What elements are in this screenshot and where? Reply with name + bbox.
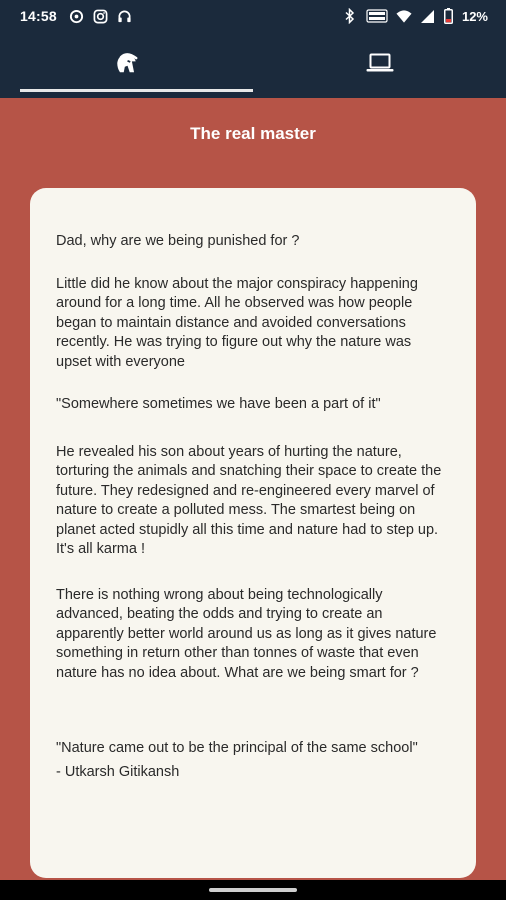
story-paragraph: He revealed his son about years of hurting the nature, torturing the animals and snatching their space to create the future. They redesigned and re-engineered every marvel of nature to create a polluted mess. The smartest being on planet acted stupidly all this time and nature had to step up. It's all karma ! <box>56 443 442 557</box>
story-quote: "Somewhere sometimes we have been a part of it" <box>56 396 381 412</box>
tab-bar <box>0 32 506 98</box>
spartan-helmet-icon <box>114 50 140 81</box>
battery-icon <box>444 8 454 24</box>
laptop-icon <box>365 52 395 79</box>
story-card <box>30 188 476 878</box>
sync-icon <box>69 8 85 24</box>
story-paragraph: Little did he know about the major conspiracy happening around for a long time. All he observed was how people began to maintain distance and avoided conversations recently. He was trying to figure out why the nature was upset with everyone <box>56 275 418 370</box>
system-nav-bar <box>0 880 506 900</box>
signal-icon <box>420 8 436 24</box>
page-title: The real master <box>190 124 316 143</box>
wifi-icon <box>396 8 412 24</box>
headset-icon <box>117 8 133 24</box>
home-gesture-handle[interactable] <box>209 888 297 892</box>
status-bar <box>0 0 506 32</box>
volte-icon <box>366 8 388 24</box>
status-left <box>20 8 133 24</box>
tab-stories[interactable] <box>0 32 253 98</box>
tab-selected-indicator <box>20 89 253 92</box>
story-paragraph: There is nothing wrong about being technologically advanced, beating the odds and trying to create an apparently better world around us as long as it gives nature something in return other than tonnes of waste that even nature has no idea about. What are we being smart for ? <box>56 586 437 681</box>
status-right <box>342 8 488 24</box>
story-closing-quote: "Nature came out to be the principal of the same school" <box>56 740 418 756</box>
status-time: 14:58 <box>20 8 57 24</box>
tab-tech[interactable] <box>253 32 506 98</box>
bluetooth-icon <box>342 8 358 24</box>
battery-percent: 12% <box>461 8 488 24</box>
story-paragraph: Dad, why are we being punished for ? <box>56 233 300 249</box>
instagram-icon <box>93 8 109 24</box>
story-author: - Utkarsh Gitikansh <box>56 763 180 780</box>
